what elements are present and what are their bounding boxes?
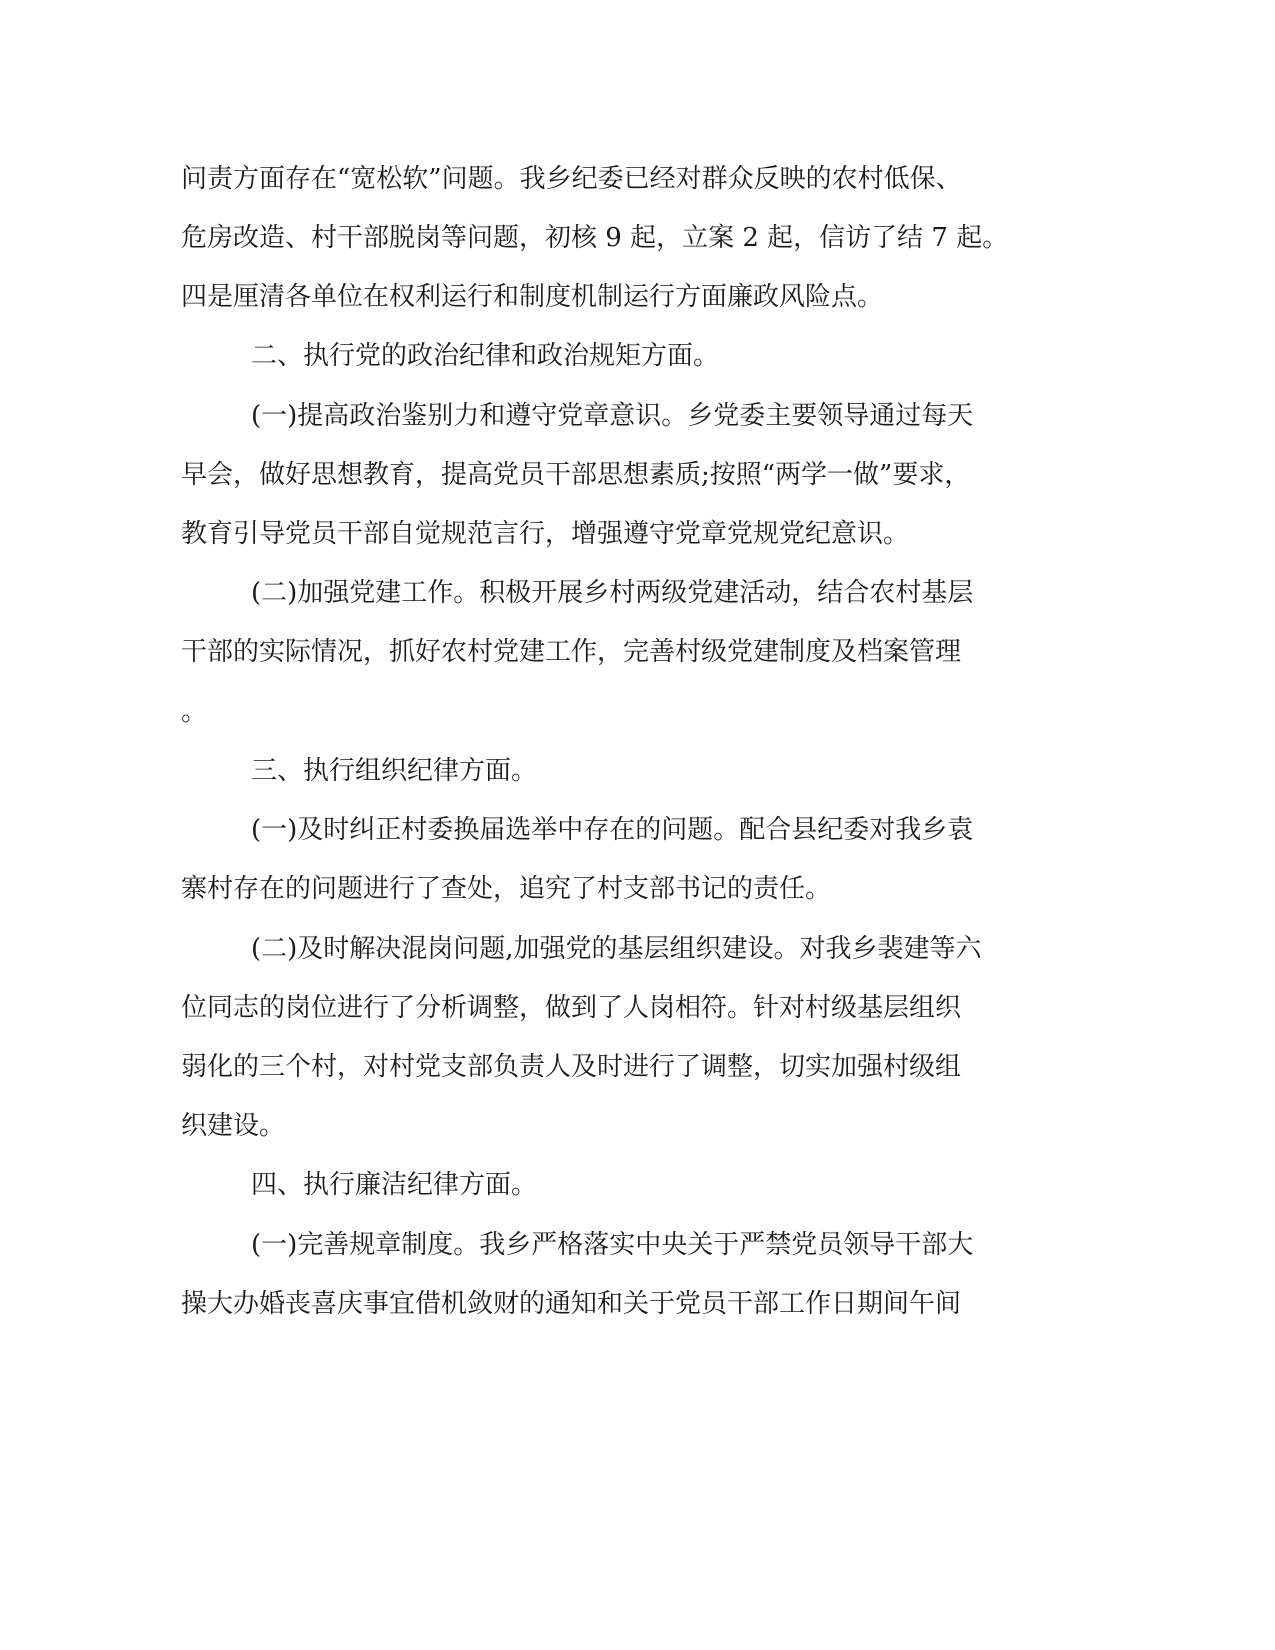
text-line (0, 277, 1275, 317)
text-line (0, 1106, 1275, 1146)
section-heading (0, 1165, 1275, 1205)
text-line (0, 1225, 1275, 1265)
text-line (0, 1284, 1275, 1324)
text-line-content: 干部的实际情况，抓好农村党建工作，完善村级党建制度及档案管理 (181, 637, 962, 667)
text-line-content: 位同志的岗位进行了分析调整，做到了人岗相符。针对村级基层组织 (181, 993, 962, 1023)
text-line-content: 问责方面存在“宽松软”问题。我乡纪委已经对群众反映的农村低保、 (181, 164, 962, 194)
text-line (0, 159, 1275, 199)
text-line-content: 弱化的三个村，对村党支部负责人及时进行了调整，切实加强村级组 (181, 1052, 962, 1082)
section-heading (0, 751, 1275, 791)
section-heading-text: 四、执行廉洁纪律方面。 (251, 1170, 538, 1200)
text-line (0, 632, 1275, 672)
text-line (0, 692, 1275, 732)
text-line-content: 操大办婚丧喜庆事宜借机敛财的通知和关于党员干部工作日期间午间 (181, 1289, 962, 1319)
text-line-content: (二)及时解决混岗问题,加强党的基层组织建设。对我乡裴建等六 (251, 934, 982, 964)
text-line (0, 573, 1275, 613)
text-line (0, 869, 1275, 909)
text-line (0, 988, 1275, 1028)
text-line (0, 455, 1275, 495)
section-heading-text: 二、执行党的政治纪律和政治规矩方面。 (251, 341, 720, 371)
text-line-content: (一)完善规章制度。我乡严格落实中央关于严禁党员领导干部大 (251, 1230, 974, 1260)
text-line-content: 织建设。 (181, 1111, 286, 1141)
text-line (0, 929, 1275, 969)
text-line-content: 危房改造、村干部脱岗等问题，初核 9 起，立案 2 起，信访了结 7 起。 (181, 223, 1009, 253)
text-line (0, 810, 1275, 850)
text-line (0, 396, 1275, 436)
text-line-content: 四是厘清各单位在权利运行和制度机制运行方面廉政风险点。 (181, 282, 884, 312)
text-line-content: (二)加强党建工作。积极开展乡村两级党建活动，结合农村基层 (251, 578, 974, 608)
text-line-content: 早会，做好思想教育，提高党员干部思想素质;按照“两学一做”要求， (181, 460, 971, 490)
text-line (0, 218, 1275, 258)
text-line (0, 1047, 1275, 1087)
text-line-content: 教育引导党员干部自觉规范言行，增强遵守党章党规党纪意识。 (181, 519, 910, 549)
text-line-content: 。 (181, 697, 208, 727)
section-heading (0, 336, 1275, 376)
text-line (0, 514, 1275, 554)
text-line-content: (一)提高政治鉴别力和遵守党章意识。乡党委主要领导通过每天 (251, 401, 974, 431)
text-line-content: (一)及时纠正村委换届选举中存在的问题。配合县纪委对我乡袁 (251, 815, 974, 845)
text-line-content: 寨村存在的问题进行了查处，追究了村支部书记的责任。 (181, 874, 832, 904)
section-heading-text: 三、执行组织纪律方面。 (251, 756, 538, 786)
